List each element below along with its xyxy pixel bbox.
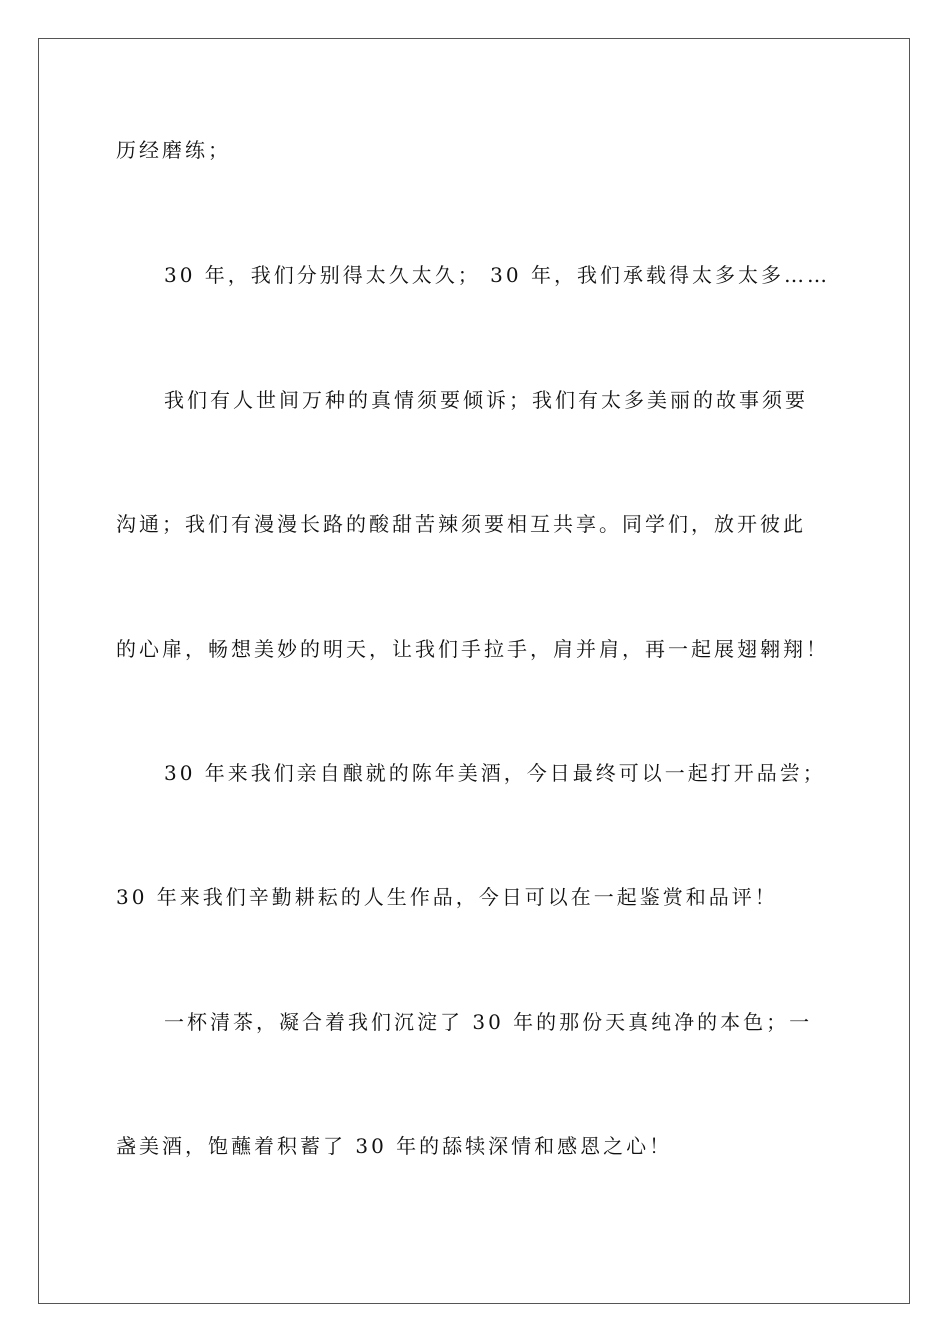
text-line-7: 30 年来我们辛勤耕耘的人生作品，今日可以在一起鉴赏和品评！ (116, 885, 778, 909)
text-line-8: 一杯清茶，凝合着我们沉淀了 30 年的那份天真纯净的本色；一 (164, 1010, 813, 1034)
text-line-3: 我们有人世间万种的真情须要倾诉；我们有太多美丽的故事须要 (164, 388, 808, 412)
text-line-2: 30 年，我们分别得太久太久； 30 年，我们承载得太多太多…… (164, 263, 830, 287)
text-line-5: 的心扉，畅想美妙的明天，让我们手拉手，肩并肩，再一起展翅翱翔！ (116, 637, 829, 661)
text-line-9: 盏美酒，饱蘸着积蓄了 30 年的舔犊深情和感恩之心！ (116, 1134, 673, 1158)
text-line-4: 沟通；我们有漫漫长路的酸甜苦辣须要相互共享。同学们，放开彼此 (116, 512, 806, 536)
text-line-6: 30 年来我们亲自酿就的陈年美酒，今日最终可以一起打开品尝； (164, 761, 826, 785)
page-frame (38, 38, 910, 1304)
text-line-1: 历经磨练； (116, 138, 231, 162)
